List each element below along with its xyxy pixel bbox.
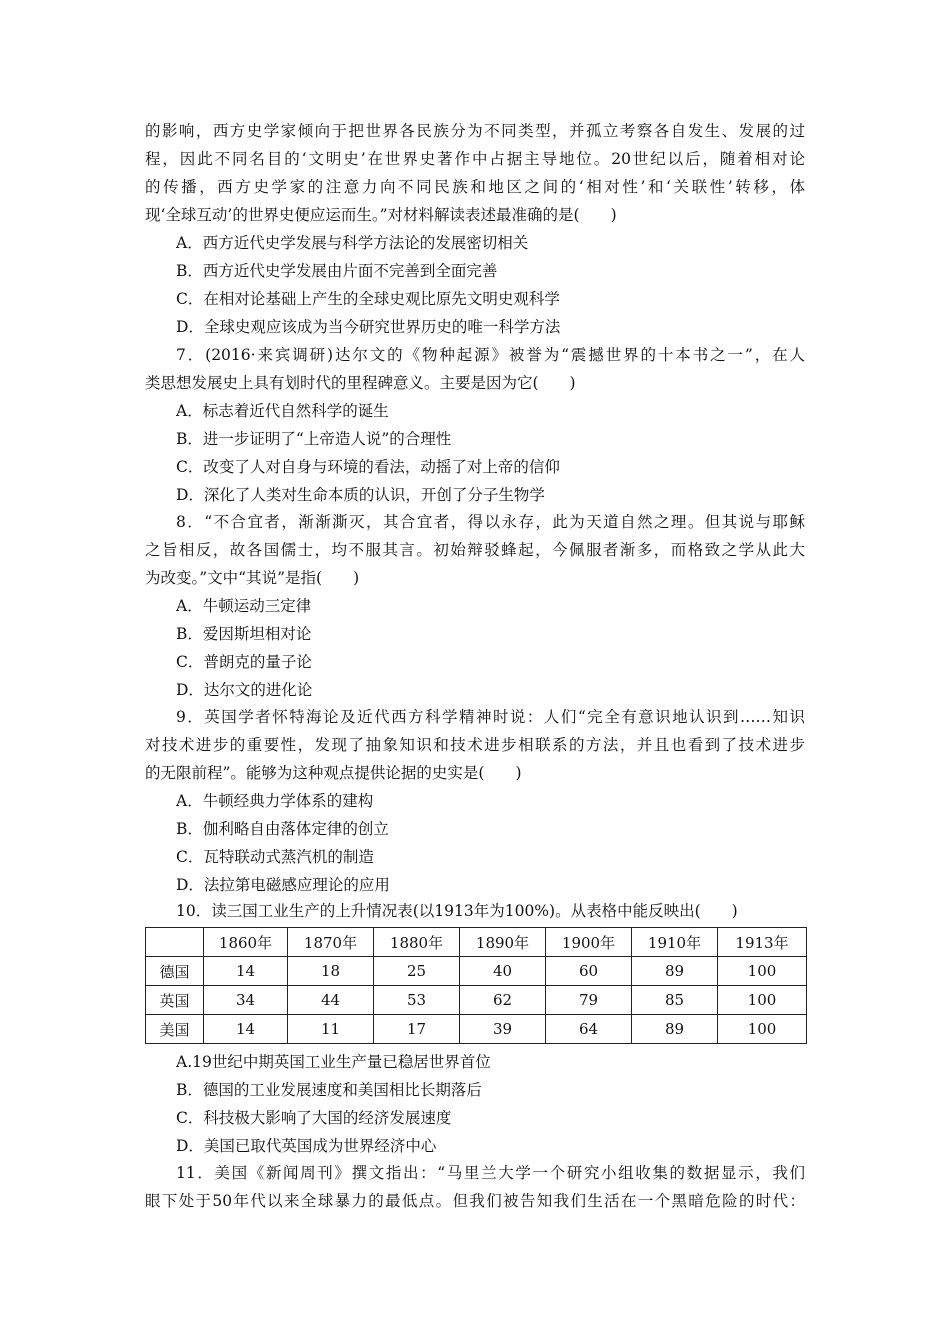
q6-option-a: A．西方近代史学发展与科学方法论的发展密切相关	[176, 234, 529, 252]
q9-option-d: D．法拉第电磁感应理论的应用	[176, 876, 390, 894]
q10-option-d: D．美国已取代英国成为世界经济中心	[176, 1137, 437, 1155]
table-header-cell: 1900年	[546, 928, 632, 957]
table-cell: 39	[460, 1015, 546, 1044]
q6-text-line-4: 现‘全球互动’的世界史便应运而生。”对材料解读表述最准确的是( )	[145, 206, 617, 224]
q7-stem-line-2: 类思想发展史上具有划时代的里程碑意义。主要是因为它( )	[145, 374, 576, 392]
table-header-row	[146, 928, 807, 957]
table-cell: 60	[546, 957, 632, 986]
table-cell: 100	[718, 957, 807, 986]
table-cell: 53	[374, 986, 460, 1015]
q6-option-b: B．西方近代史学发展由片面不完善到全面完善	[176, 262, 498, 280]
table-cell: 44	[288, 986, 374, 1015]
q9-stem-line-3: 的无限前程”。能够为这种观点提供论据的史实是( )	[145, 764, 522, 782]
table-cell: 25	[374, 957, 460, 986]
table-cell: 18	[288, 957, 374, 986]
table-cell: 85	[632, 986, 718, 1015]
table-header-cell: 1870年	[288, 928, 374, 957]
q8-option-b: B．爱因斯坦相对论	[176, 625, 312, 643]
q6-text-line-3: 的传播，西方史学家的注意力向不同民族和地区之间的‘相对性’和‘关联性’转移，体	[145, 178, 805, 196]
q11-stem-line-1: 11．美国《新闻周刊》撰文指出：“马里兰大学一个研究小组收集的数据显示，我们	[176, 1164, 805, 1182]
table-cell: 89	[632, 1015, 718, 1044]
table-header-cell	[146, 928, 204, 957]
table-cell: 34	[204, 986, 288, 1015]
table-cell: 100	[718, 986, 807, 1015]
q6-text-line-2: 程，因此不同名目的‘文明史’在世界史著作中占据主导地位。20世纪以后，随着相对论	[145, 150, 805, 168]
q6-option-d: D．全球史观应该成为当今研究世界历史的唯一科学方法	[176, 318, 561, 336]
q8-stem-line-1: 8．“不合宜者，渐渐澌灭，其合宜者，得以永存，此为天道自然之理。但其说与耶稣	[176, 513, 805, 531]
q6-option-c: C．在相对论基础上产生的全球史观比原先文明史观科学	[176, 290, 560, 308]
q7-option-a: A．标志着近代自然科学的诞生	[176, 402, 389, 420]
table-cell: 64	[546, 1015, 632, 1044]
table-cell: 17	[374, 1015, 460, 1044]
table-cell: 14	[204, 1015, 288, 1044]
q10-option-a: A.19世纪中期英国工业生产量已稳居世界首位	[176, 1053, 491, 1071]
table-row-label: 英国	[146, 986, 204, 1015]
q8-stem-line-2: 之旨相反，故各国儒士，均不服其言。初始辩驳蜂起，今佩服者渐多，而格致之学从此大	[145, 541, 805, 559]
table-header-cell: 1910年	[632, 928, 718, 957]
q7-option-c: C．改变了人对自身与环境的看法，动摇了对上帝的信仰	[176, 458, 560, 476]
q10-option-b: B．德国的工业发展速度和美国相比长期落后	[176, 1081, 482, 1099]
table-header-cell: 1890年	[460, 928, 546, 957]
q8-option-a: A．牛顿运动三定律	[176, 597, 312, 615]
table-cell: 79	[546, 986, 632, 1015]
q9-option-b: B．伽利略自由落体定律的创立	[176, 820, 389, 838]
q9-option-a: A．牛顿经典力学体系的建构	[176, 792, 374, 810]
table-row	[146, 986, 807, 1015]
table-cell: 89	[632, 957, 718, 986]
table-row-label: 德国	[146, 957, 204, 986]
table-cell: 62	[460, 986, 546, 1015]
table-row-label: 美国	[146, 1015, 204, 1044]
industrial-growth-table	[145, 927, 807, 1044]
q9-stem-line-2: 对技术进步的重要性，发现了抽象知识和技术进步相联系的方法，并且也看到了技术进步	[145, 736, 805, 754]
q11-stem-line-2: 眼下处于50年代以来全球暴力的最低点。但我们被告知我们生活在一个黑暗危险的时代：	[145, 1192, 805, 1210]
q7-option-d: D．深化了人类对生命本质的认识，开创了分子生物学	[176, 486, 545, 504]
table-header-cell: 1913年	[718, 928, 807, 957]
table-cell: 100	[718, 1015, 807, 1044]
table-cell: 14	[204, 957, 288, 986]
table-header-cell: 1880年	[374, 928, 460, 957]
table-header-cell: 1860年	[204, 928, 288, 957]
table-cell: 11	[288, 1015, 374, 1044]
q7-option-b: B．进一步证明了“上帝造人说”的合理性	[176, 430, 452, 448]
q10-option-c: C．科技极大影响了大国的经济发展速度	[176, 1109, 452, 1127]
q8-stem-line-3: 为改变。”文中“其说”是指( )	[145, 569, 360, 587]
table-row	[146, 1015, 807, 1044]
table-row	[146, 957, 807, 986]
q9-option-c: C．瓦特联动式蒸汽机的制造	[176, 848, 374, 866]
q6-text-line-1: 的影响，西方史学家倾向于把世界各民族分为不同类型，并孤立考察各自发生、发展的过	[145, 122, 805, 140]
q7-stem-line-1: 7．(2016·来宾调研)达尔文的《物种起源》被誉为“震撼世界的十本书之一”，在人	[176, 346, 805, 364]
q10-stem-line-1: 10．读三国工业生产的上升情况表(以1913年为100%)。从表格中能反映出( )	[176, 902, 738, 920]
q8-option-d: D．达尔文的进化论	[176, 681, 313, 699]
q8-option-c: C．普朗克的量子论	[176, 653, 312, 671]
table-cell: 40	[460, 957, 546, 986]
q9-stem-line-1: 9．英国学者怀特海论及近代西方科学精神时说：人们“完全有意识地认识到……知识	[176, 708, 805, 726]
